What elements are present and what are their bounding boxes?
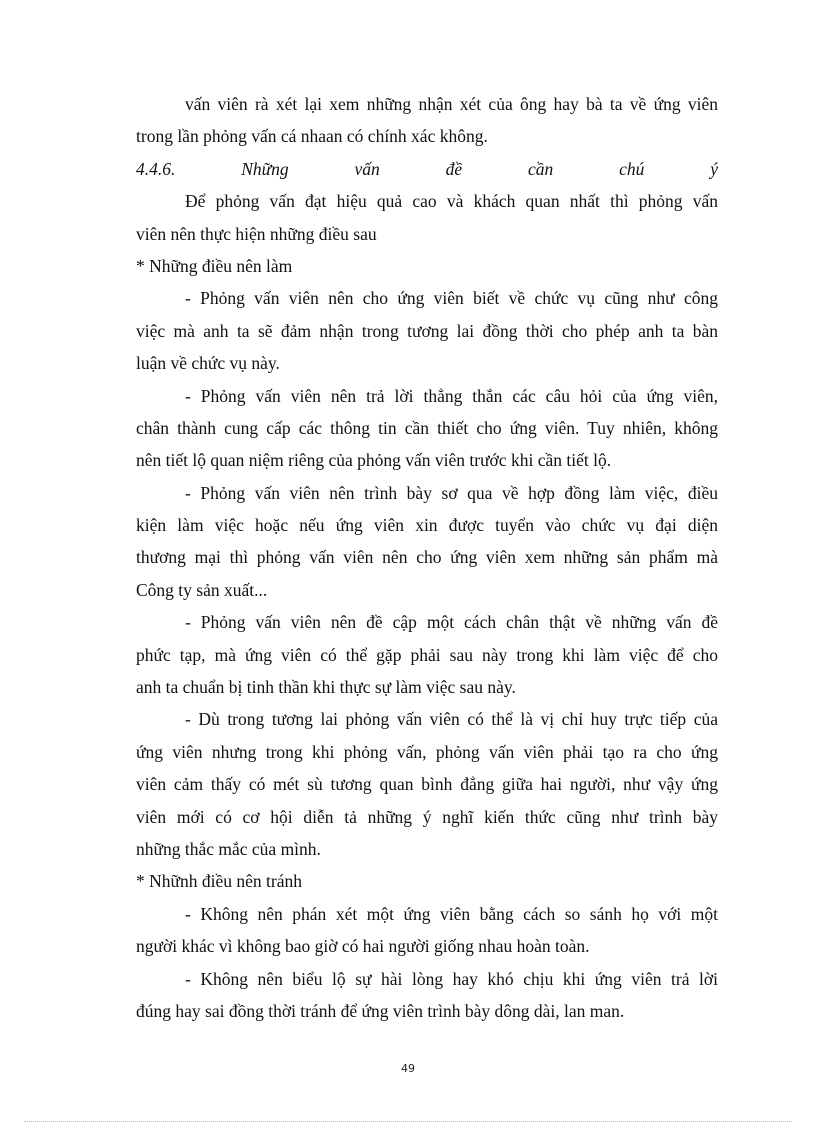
text-line: anh ta chuẩn bị tinh thần khi thực sự làm việc sau này. xyxy=(136,677,516,698)
footer-divider xyxy=(24,1121,792,1122)
text-line: - Không nên biểu lộ sự hài lòng hay khó chịu khi ứng viên trả lời xyxy=(185,968,718,989)
text-line: * Nhữnh điều nên tránh xyxy=(136,871,302,892)
text-line: việc mà anh ta sẽ đảm nhận trong tương lai đồng thời cho phép anh ta bàn xyxy=(136,320,718,341)
text-line: nên tiết lộ quan niệm riêng của phỏng vấn viên trước khi cần tiết lộ. xyxy=(136,450,612,471)
text-line: - Dù trong tương lai phỏng vấn viên có thể là vị chỉ huy trực tiếp của xyxy=(185,709,718,730)
page-number: 49 xyxy=(401,1062,415,1075)
text-line: Công ty sản xuất... xyxy=(136,579,268,600)
text-line: - Phỏng vấn viên nên cho ứng viên biết về chức vụ cũng như công xyxy=(185,288,718,309)
text-line: thương mại thì phỏng vấn viên nên cho ứng viên xem những sản phẩm mà xyxy=(136,547,718,568)
text-line: ứng viên nhưng trong khi phỏng vấn, phỏng vấn viên phải tạo ra cho ứng xyxy=(136,741,718,762)
text-line: người khác vì không bao giờ có hai người giống nhau hoàn toàn. xyxy=(136,936,590,957)
text-line: viên mới có cơ hội diễn tả những ý nghĩ kiến thức cũng như trình bày xyxy=(136,806,718,827)
text-line: đúng hay sai đồng thời tránh để ứng viên trình bày dông dài, lan man. xyxy=(136,1000,625,1021)
text-line: vấn viên rà xét lại xem những nhận xét của ông hay bà ta về ứng viên xyxy=(185,94,718,114)
text-line: * Những điều nên làm xyxy=(136,255,293,276)
text-line: phức tạp, mà ứng viên có thể gặp phải sau này trong khi làm việc để cho xyxy=(136,644,718,665)
text-line: luận về chức vụ này. xyxy=(136,353,280,374)
text-line: chân thành cung cấp các thông tin cần thiết cho ứng viên. Tuy nhiên, không xyxy=(136,417,718,438)
text-line: - Phỏng vấn viên nên đề cập một cách chân thật về những vấn đề xyxy=(185,612,718,633)
text-line: - Phỏng vấn viên nên trình bày sơ qua về hợp đồng làm việc, điều xyxy=(185,482,718,503)
text-line: kiện làm việc hoặc nếu ứng viên xin được tuyển vào chức vụ đại diện xyxy=(136,515,718,536)
text-line: những thắc mắc của mình. xyxy=(136,838,321,859)
text-line: viên nên thực hiện những điều sau xyxy=(136,223,377,244)
text-line: - Phỏng vấn viên nên trả lời thẳng thắn các câu hỏi của ứng viên, xyxy=(185,385,718,406)
section-heading: 4.4.6. Những vấn đề cần chú ý xyxy=(136,158,718,179)
text-line: trong lần phỏng vấn cá nhaan có chính xác không. xyxy=(136,126,488,147)
text-line: - Không nên phán xét một ứng viên bằng cách so sánh họ với một xyxy=(185,903,718,924)
text-line: viên cảm thấy có mét sù tương quan bình đẳng giữa hai người, như vậy ứng xyxy=(136,774,718,795)
body-text xyxy=(136,88,718,1027)
text-line: Để phỏng vấn đạt hiệu quả cao và khách quan nhất thì phỏng vấn xyxy=(185,191,718,212)
